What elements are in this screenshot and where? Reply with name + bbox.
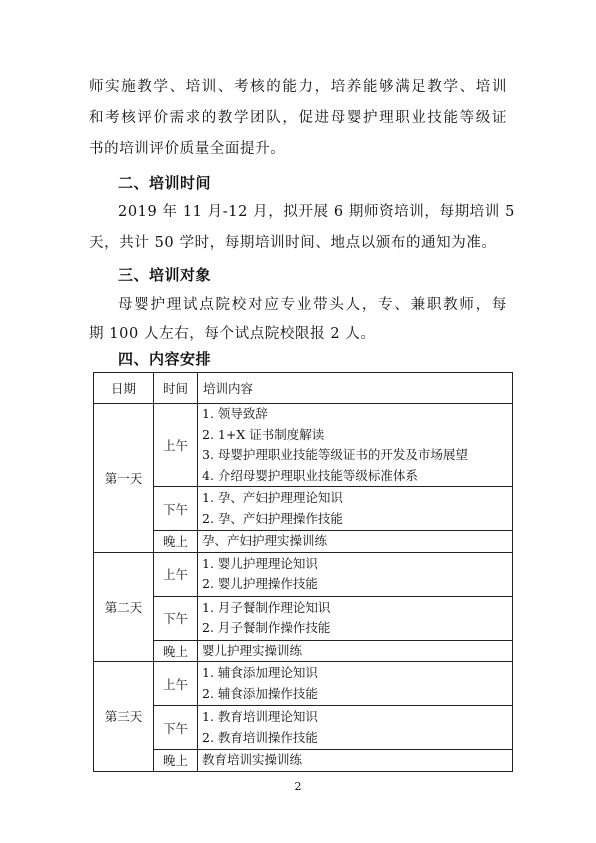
time-cell: 晚上 (154, 531, 198, 553)
content-item: 3. 母婴护理职业技能等级证书的开发及市场展望 (202, 447, 468, 462)
table-row (94, 596, 513, 640)
day-cell: 第二天 (94, 552, 154, 662)
content-cell (198, 404, 513, 487)
paragraph-line: 母婴护理试点院校对应专业带头人，专、兼职教师，每 (118, 297, 507, 313)
paragraph-line: 师实施教学、培训、考核的能力，培养能够满足教学、培训 (89, 79, 507, 95)
content-item: 2. 婴儿护理操作技能 (202, 576, 318, 591)
time-cell: 晚上 (154, 640, 198, 662)
content-cell (198, 531, 513, 553)
content-item: 1. 辅食添加理论知识 (202, 665, 318, 680)
time-cell: 上午 (154, 662, 198, 706)
content-cell (198, 640, 513, 662)
content-cell (198, 750, 513, 772)
content-item: 2. 孕、产妇护理操作技能 (202, 510, 343, 526)
time-cell: 下午 (154, 706, 198, 750)
content-cell (198, 552, 513, 596)
content-cell (198, 662, 513, 706)
content-item: 2. 辅食添加操作技能 (202, 685, 318, 701)
day-cell: 第三天 (94, 662, 154, 772)
section-heading-time: 二、培训时间 (118, 174, 212, 192)
content-item: 1. 月子餐制作理论知识 (202, 599, 331, 615)
paragraph-line: 2019 年 11 月-12 月，拟开展 6 期师资培训，每期培训 5 (118, 204, 515, 220)
paragraph-line: 书的培训评价质量全面提升。 (89, 141, 286, 157)
header-date: 日期 (94, 373, 154, 404)
content-item: 1. 教育培训理论知识 (202, 709, 318, 724)
table-header-row (94, 373, 513, 404)
table-row (94, 552, 513, 596)
paragraph-line: 和考核评价需求的教学团队，促进母婴护理职业技能等级证 (89, 110, 507, 126)
content-cell (198, 487, 513, 531)
time-cell: 上午 (154, 552, 198, 596)
content-item: 4. 介绍母婴护理职业技能等级标准体系 (202, 467, 418, 483)
time-cell: 下午 (154, 487, 198, 531)
content-item: 2. 月子餐制作操作技能 (202, 620, 331, 635)
table-row (94, 662, 513, 706)
time-cell: 下午 (154, 596, 198, 640)
table-row (94, 640, 513, 662)
header-content: 培训内容 (198, 373, 513, 404)
time-cell: 上午 (154, 404, 198, 487)
day-cell: 第一天 (94, 404, 154, 553)
paragraph-line: 期 100 人左右，每个试点院校限报 2 人。 (89, 326, 376, 342)
content-item: 孕、产妇护理实操训练 (202, 533, 328, 548)
section-heading-audience: 三、培训对象 (118, 266, 212, 284)
paragraph-line: 天，共计 50 学时，每期培训时间、地点以颁布的通知为准。 (89, 235, 497, 251)
content-cell (198, 596, 513, 640)
schedule-table (93, 372, 513, 772)
table-row (94, 404, 513, 487)
content-item: 1. 领导致辞 (202, 406, 268, 421)
page-number: 2 (294, 780, 302, 793)
table-row (94, 487, 513, 531)
section-heading-content: 四、内容安排 (118, 350, 212, 368)
header-time: 时间 (154, 373, 198, 404)
content-item: 教育培训实操训练 (202, 752, 303, 767)
content-item: 2. 教育培训操作技能 (202, 729, 318, 745)
table-row (94, 531, 513, 553)
table-row (94, 706, 513, 750)
content-item: 1. 孕、产妇护理理论知识 (202, 490, 343, 505)
table-row (94, 750, 513, 772)
content-item: 1. 婴儿护理理论知识 (202, 555, 318, 571)
time-cell: 晚上 (154, 750, 198, 772)
content-item: 婴儿护理实操训练 (202, 642, 303, 658)
content-item: 2. 1+X 证书制度解读 (202, 426, 325, 442)
content-cell (198, 706, 513, 750)
